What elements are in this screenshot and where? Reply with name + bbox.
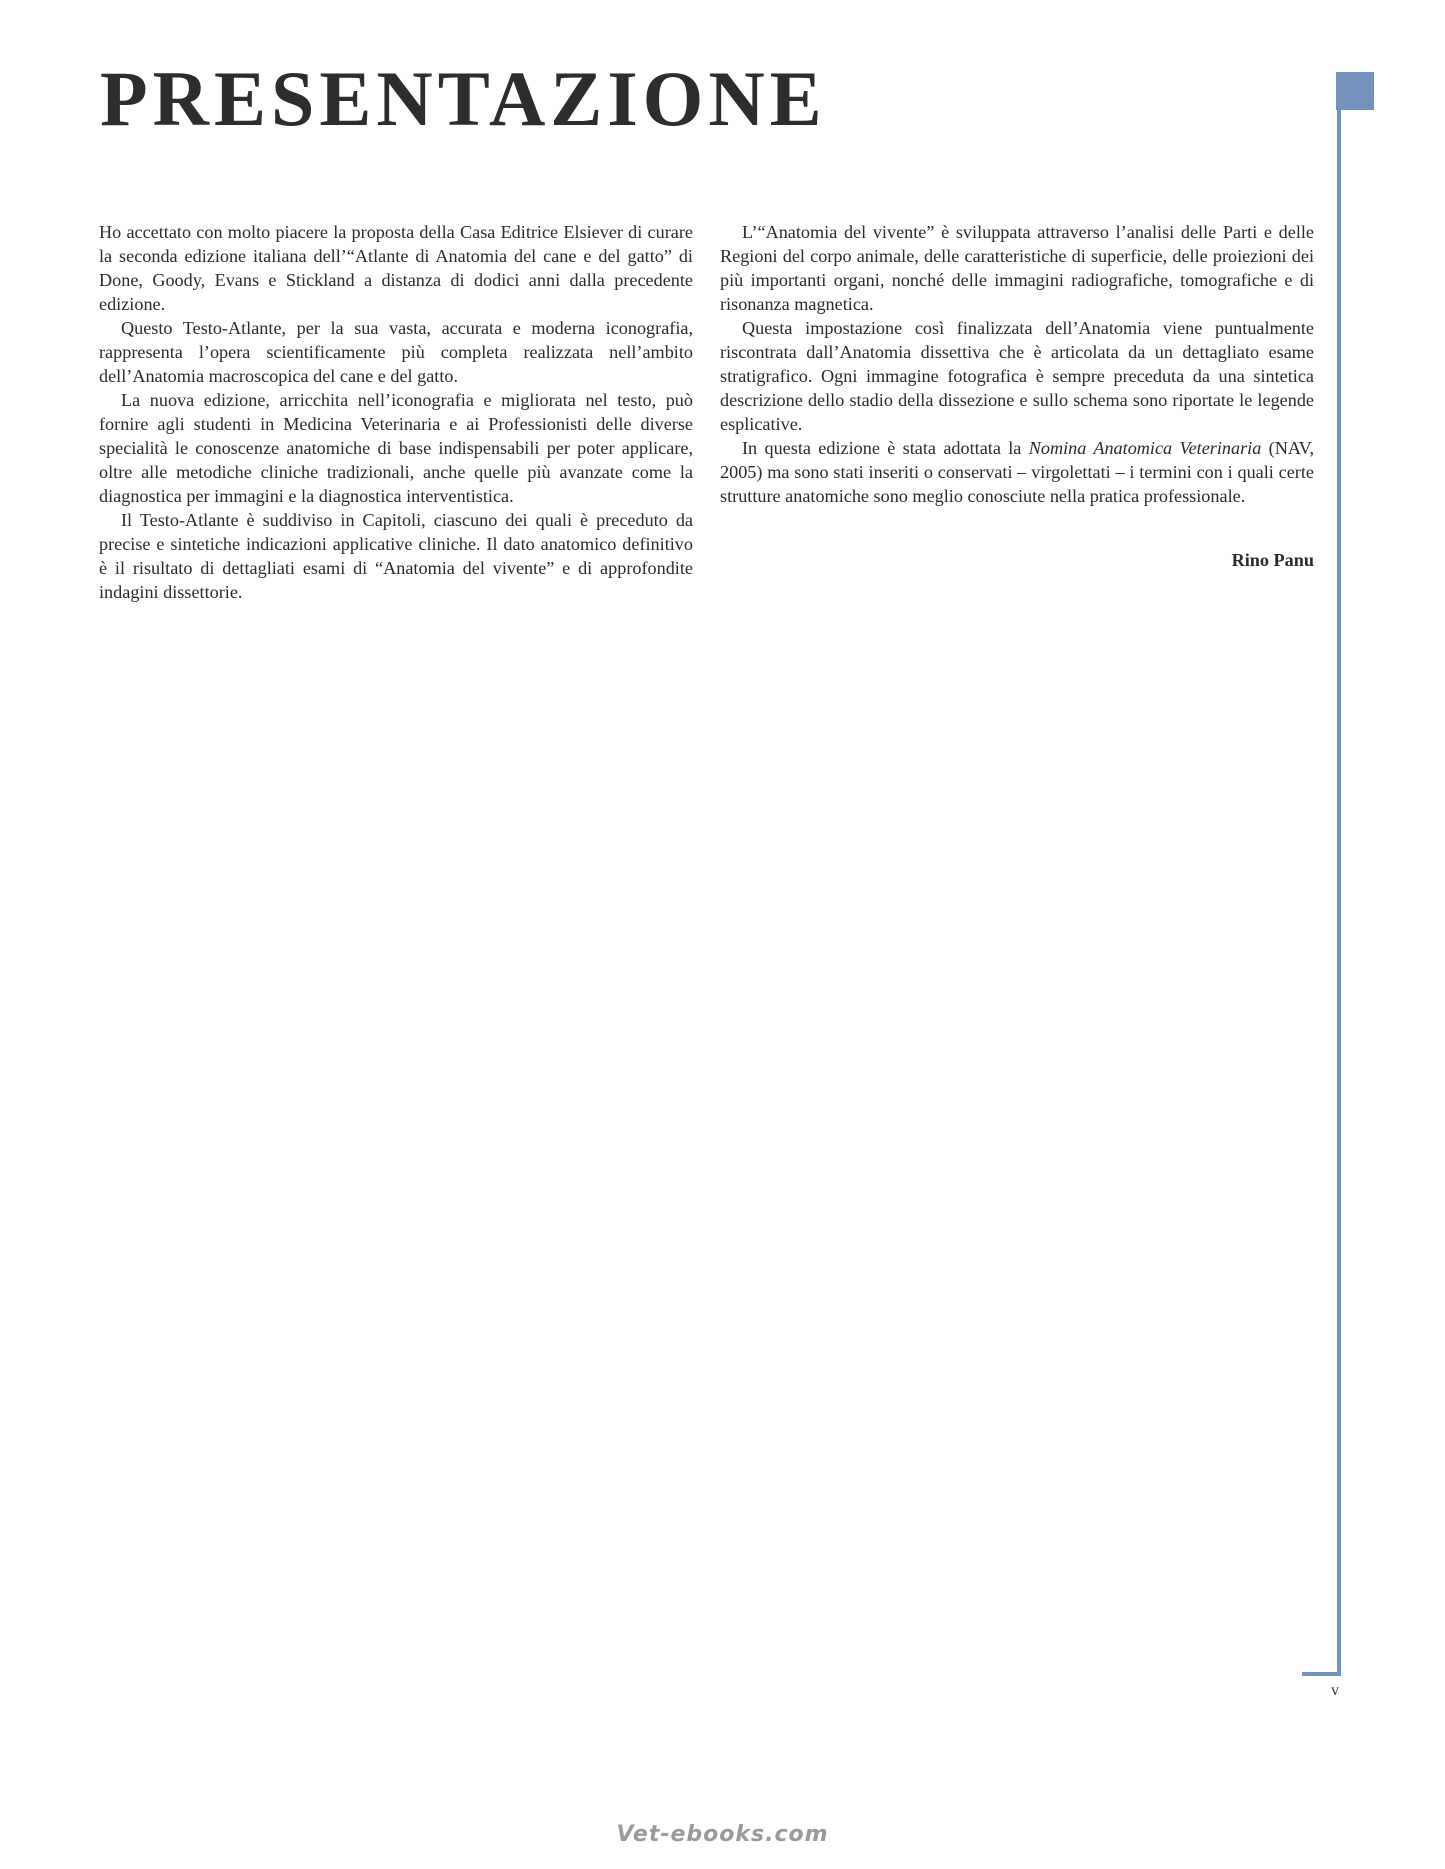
paragraph: Questa impostazione così finalizzata dell’Anatomia viene puntualmente riscontrata dall’Anatomia dissettiva che è articolata da un dettagliato esame stratigrafico. Ogni immagine fotografica è sempre preceduta da una sintetica descrizione dello stadio della dissezione e sullo schema sono riportate le legende esplicative. bbox=[720, 318, 1314, 434]
paragraph bbox=[720, 436, 1314, 508]
accent-square bbox=[1336, 72, 1374, 110]
paragraph-text: In questa edizione è stata adottata la bbox=[742, 438, 1029, 458]
page-title: PRESENTAZIONE bbox=[100, 55, 827, 142]
right-column bbox=[720, 220, 1314, 572]
paragraph: Il Testo-Atlante è suddiviso in Capitoli, ciascuno dei quali è preceduto da precise e sintetiche indicazioni applicative cliniche. Il dato anatomico definitivo è il risultato di dettagliati esami di “Anatomia del vivente” e di approfondite indagini dissettorie. bbox=[99, 510, 693, 602]
nomina-anatomica-term: Nomina Anatomica Veterinaria bbox=[1028, 438, 1262, 458]
accent-foot-rule bbox=[1302, 1672, 1341, 1676]
paragraph: Ho accettato con molto piacere la proposta della Casa Editrice Elsiever di curare la seconda edizione italiana dell’“Atlante di Anatomia del cane e del gatto” di Done, Goody, Evans e Stickland a distanza di dodici anni dalla precedente edizione. bbox=[99, 222, 693, 314]
paragraph: La nuova edizione, arricchita nell’iconografia e migliorata nel testo, può fornire agli studenti in Medicina Veterinaria e ai Professionisti delle diverse specialità le conoscenze anatomiche di base indispensabili per poter applicare, oltre alle metodiche cliniche tradizionali, anche quelle più avanzate come la diagnostica per immagini e la diagnostica interventistica. bbox=[99, 390, 693, 506]
paragraph: L’“Anatomia del vivente” è sviluppata attraverso l’analisi delle Parti e delle Regioni del corpo animale, delle caratteristiche di superficie, delle proiezioni dei più importanti organi, nonché delle immagini radiografiche, tomografiche e di risonanza magnetica. bbox=[720, 222, 1314, 314]
author-signature: Rino Panu bbox=[1231, 550, 1314, 570]
paragraph-text: (NAV, 2005) ma sono stati inseriti o conservati – virgolettati – i termini con i quali certe strutture anatomiche sono meglio conosciute nella pratica professionale. bbox=[720, 438, 1314, 506]
watermark: Vet-ebooks.com bbox=[616, 1822, 829, 1847]
paragraph: Questo Testo-Atlante, per la sua vasta, accurata e moderna iconografia, rappresenta l’opera scientificamente più completa realizzata nell’ambito dell’Anatomia macroscopica del cane e del gatto. bbox=[99, 318, 693, 386]
left-column bbox=[99, 220, 693, 604]
page-number: v bbox=[1331, 1682, 1339, 1699]
accent-vertical-rule bbox=[1337, 108, 1341, 1676]
